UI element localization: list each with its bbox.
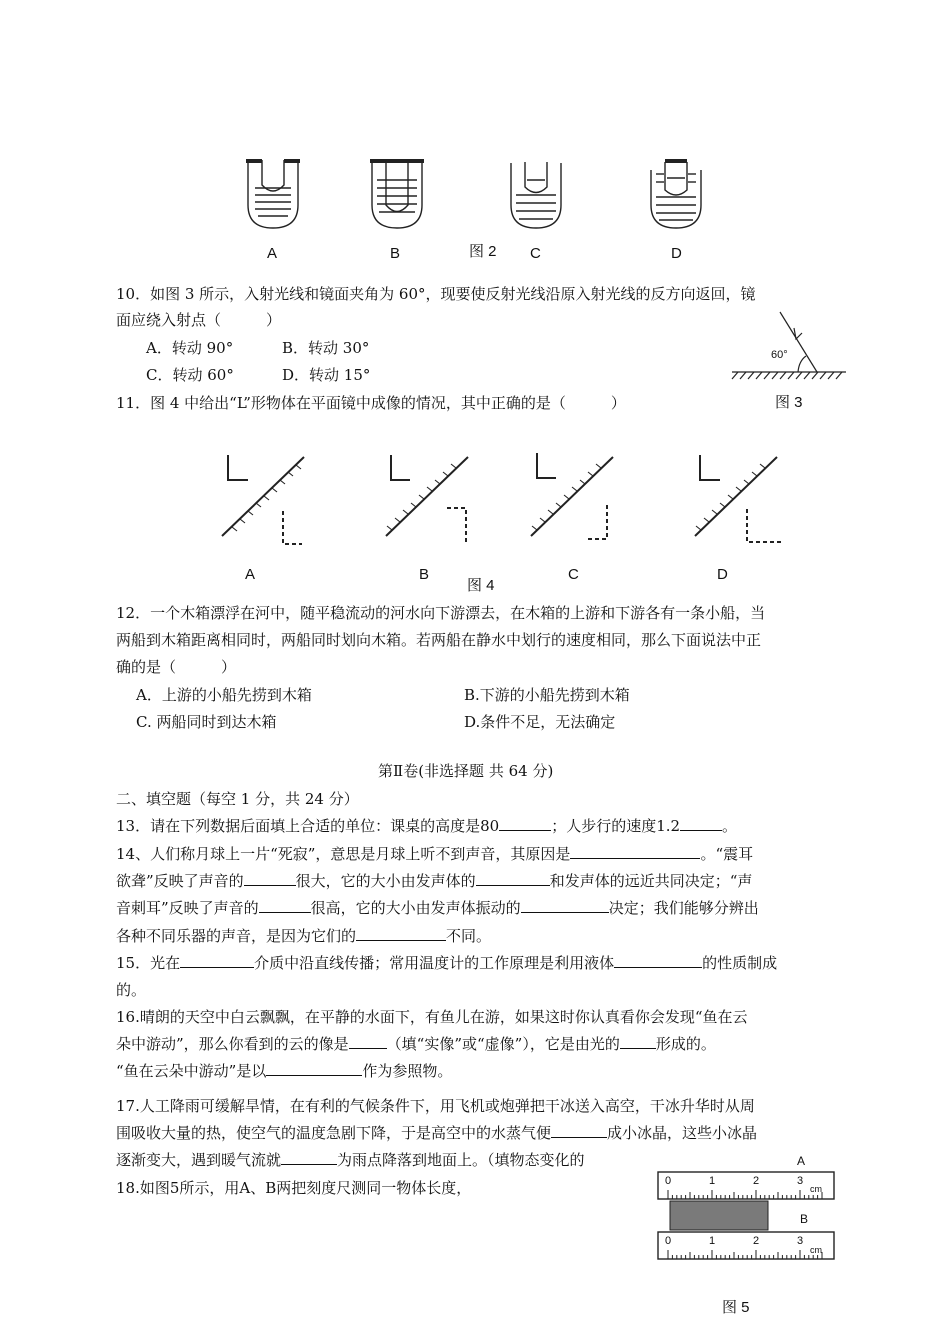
fig4-label-d: D [717,566,728,583]
q17-l2b: 成小冰晶，这些小冰晶 [607,1124,758,1142]
ruler-b-label: B [800,1212,809,1226]
ruler-b-tick-2: 2 [753,1235,760,1247]
q16-l3b: 作为参照物。 [362,1062,453,1080]
q13-text-c: 。 [722,817,738,835]
ruler-a-label: A [797,1154,806,1168]
fig2-label-b: B [390,245,401,262]
fig5-caption: 图 5 [722,1299,750,1316]
q13-text-a: 13．请在下列数据后面填上合适的单位：课桌的高度是80 [116,817,500,835]
ruler-a-unit: cm [810,1184,822,1194]
q10-option-a: A．转动 90° [146,339,234,357]
part2-title: 第Ⅱ卷(非选择题 共 64 分) [378,762,554,780]
q14-l3c: 决定；我们能够分辨出 [608,899,759,917]
q12-option-c: C. 两船同时到达木箱 [136,713,277,731]
q14-l3a: 音刺耳”反映了声音的 [116,899,259,917]
fig4-label-a: A [245,566,256,583]
q14-l4a: 各种不同乐器的声音，是因为它们的 [116,927,357,945]
q12-option-d: D.条件不足，无法确定 [464,713,616,731]
ruler-a-tick-2: 2 [753,1175,760,1187]
q12-option-b: B.下游的小船先捞到木箱 [464,686,630,704]
q14-l2b: 很大，它的大小由发声体的 [295,872,476,890]
q14-l1a: 14、人们称月球上一片“死寂”，意思是月球上听不到声音，其原因是 [116,845,571,863]
q12-stem-line-3: 确的是（ ） [116,658,237,676]
fig4-label-b: B [419,566,430,583]
ruler-b [658,1232,834,1259]
q12-stem-line-2: 两船到木箱距离相同时，两船同时划向木箱。若两船在静水中划行的速度相同，那么下面说法中正 [116,631,762,649]
q10-option-c: C．转动 60° [146,366,234,384]
q12-option-a: A．上游的小船先捞到木箱 [136,686,312,704]
q18-stem: 18.如图5所示，用A、B两把刻度尺测同一物体长度， [116,1179,472,1197]
ruler-a-tick-0: 0 [665,1175,672,1187]
q14-l4b: 不同。 [446,927,492,945]
q14-l2c: 和发声体的远近共同决定；“声 [549,872,753,890]
ruler-b-unit: cm [810,1245,822,1255]
section2-title: 二、填空题（每空 1 分，共 24 分） [116,790,359,808]
q12-stem-line-1: 12．一个木箱漂浮在河中，随平稳流动的河水向下游漂去，在木箱的上游和下游各有一条小船，当 [116,604,766,622]
q14-l1b: 。“震耳 [700,845,754,863]
q15-b: 介质中沿直线传播；常用温度计的工作原理是利用液体 [254,954,615,972]
fig2-label-a: A [267,245,278,262]
q16-line-1: 16.晴朗的天空中白云飘飘，在平静的水面下，有鱼儿在游，如果这时你认真看你会发现“鱼在云 [116,1008,748,1026]
q14-l3b: 很高，它的大小由发声体振动的 [310,899,521,917]
q17-l3a: 逐渐变大，遇到暖气流就 [116,1151,282,1169]
fig4-caption: 图 4 [467,577,495,594]
ruler-b-tick-0: 0 [665,1235,672,1247]
q17-l2a: 围吸收大量的热，使空气的温度急剧下降，于是高空中的水蒸气便 [116,1124,552,1142]
ruler-a-tick-3: 3 [797,1175,804,1187]
q10-stem-line-2: 面应绕入射点（ ） [116,311,282,329]
q17-line-1: 17.人工降雨可缓解旱情，在有利的气候条件下，用飞机或炮弹把干冰送入高空，干冰升华时从周 [116,1097,755,1115]
q10-option-b: B．转动 30° [282,339,370,357]
ruler-b-tick-1: 1 [709,1235,716,1247]
fig4-label-c: C [568,566,579,583]
ruler-a [658,1172,834,1199]
q15-c: 的性质制成 [702,954,778,972]
fig3-caption: 图 3 [775,394,803,411]
q15-a: 15．光在 [116,954,181,972]
q16-l2b: （填“实像”或“虚像”），它是由光的 [386,1035,620,1053]
q16-l2a: 朵中游动”，那么你看到的云的像是 [116,1035,349,1053]
q13-text-b: ；人步行的速度1.2 [551,817,681,835]
q16-l2c: 形成的。 [655,1035,716,1053]
q14-l2a: 欲聋”反映了声音的 [116,872,244,890]
q10-stem-line-1: 10．如图 3 所示，入射光线和镜面夹角为 60°，现要使反射光线沿原入射光线的反方向返回，镜 [116,285,756,303]
fig2-label-d: D [671,245,682,262]
fig2-caption: 图 2 [469,243,497,260]
ruler-a-tick-1: 1 [709,1175,716,1187]
q16-l3a: “鱼在云朵中游动”是以 [116,1062,267,1080]
q11-stem: 11．图 4 中给出“L”形物体在平面镜中成像的情况，其中正确的是（ ） [116,394,626,412]
q10-option-d: D．转动 15° [282,366,371,384]
q17-l3b: 为雨点降落到地面上。（填物态变化的 [337,1151,585,1169]
measured-object [670,1201,768,1230]
ruler-b-tick-3: 3 [797,1235,804,1247]
fig2-label-c: C [530,245,541,262]
q15-line-2: 的。 [116,981,147,999]
fig3-angle-label: 60° [771,349,788,361]
